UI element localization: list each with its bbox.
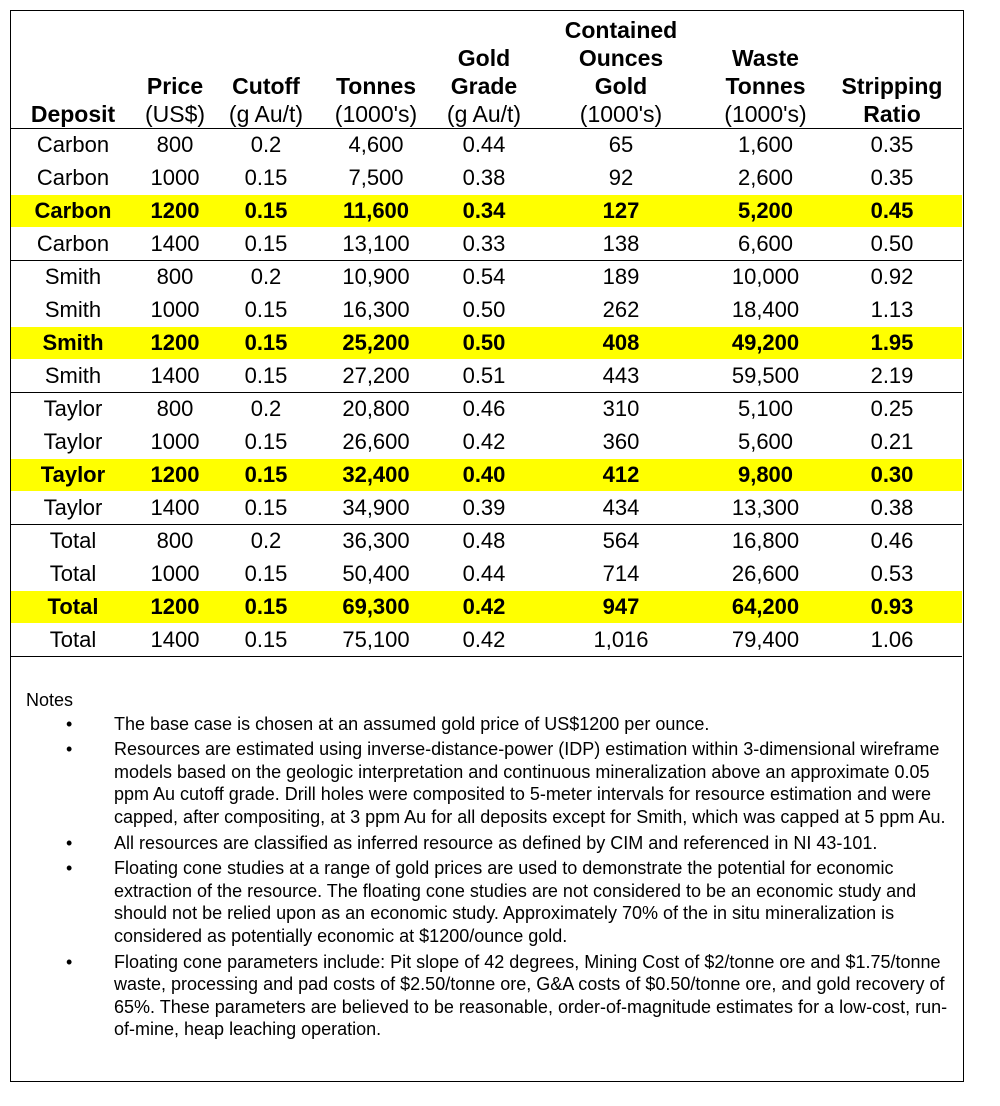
- table-cell-cutoff: 0.2: [250, 132, 282, 158]
- table-cell-gold-grade: 0.51: [435, 359, 533, 392]
- table-cell-cutoff: 0.15: [244, 297, 288, 323]
- table-cell-price: 1000: [150, 429, 200, 455]
- table-cell-contained-ounces-gold: 408: [533, 327, 709, 360]
- column-header-title-line: Tonnes: [335, 73, 417, 99]
- column-header-title-line: Ounces: [578, 45, 664, 71]
- table-cell-gold-grade: 0.42: [435, 591, 533, 624]
- table-row: [11, 393, 962, 426]
- column-header-unit: (g Au/t): [446, 101, 522, 127]
- table-cell-deposit: Taylor: [43, 396, 103, 422]
- table-cell-contained-ounces-gold: 127: [533, 195, 709, 228]
- table-cell-contained-ounces-gold: 138: [533, 227, 709, 260]
- table-cell-contained-ounces-gold: 1,016: [533, 623, 709, 656]
- notes-title: Notes: [26, 690, 74, 710]
- column-header-title-line: Price: [146, 73, 204, 99]
- column-header-unit: (US$): [144, 101, 206, 127]
- note-text: All resources are classified as inferred resource as defined by CIM and referenced in NI 43-101.: [114, 832, 878, 853]
- table-cell-stripping-ratio: 1.95: [822, 327, 962, 360]
- table-cell-price: 1400: [135, 491, 215, 524]
- table-cell-waste-tonnes: 64,200: [709, 591, 822, 624]
- table-cell-cutoff: 0.15: [215, 227, 317, 260]
- column-header-unit: (g Au/t): [228, 101, 304, 127]
- table-cell-price: 1200: [135, 459, 215, 492]
- note-item: [26, 713, 956, 736]
- table-cell-tonnes: 16,300: [342, 297, 410, 323]
- column-header-title-line: Gold: [594, 73, 648, 99]
- note-item: [26, 951, 956, 1041]
- table-row: [11, 162, 962, 195]
- table-cell-stripping-ratio: 0.46: [870, 528, 914, 554]
- table-cell-deposit: Total: [11, 591, 135, 624]
- bullet-icon: •: [66, 713, 73, 734]
- table-cell-contained-ounces-gold: 65: [608, 132, 634, 158]
- table-cell-cutoff: 0.15: [215, 359, 317, 392]
- table-cell-gold-grade: 0.44: [462, 132, 506, 158]
- table-cell-waste-tonnes: 5,600: [737, 429, 794, 455]
- table-cell-deposit: Smith: [44, 264, 102, 290]
- table-cell-waste-tonnes: 5,100: [737, 396, 794, 422]
- column-header-contained-ounces-gold: [533, 11, 709, 129]
- table-row: [11, 491, 962, 524]
- table-cell-deposit: Taylor: [11, 459, 135, 492]
- table-cell-gold-grade: 0.44: [462, 561, 506, 587]
- table-cell-contained-ounces-gold: 189: [602, 264, 640, 290]
- table-cell-deposit: Total: [49, 561, 97, 587]
- column-header-tonnes: [317, 11, 435, 129]
- table-cell-contained-ounces-gold: 714: [602, 561, 640, 587]
- table-cell-contained-ounces-gold: 412: [533, 459, 709, 492]
- column-header-title-line: Contained: [564, 17, 678, 43]
- table-cell-gold-grade: 0.48: [462, 528, 506, 554]
- note-item: [26, 738, 956, 828]
- column-header-cutoff: [215, 11, 317, 129]
- table-row-base-case: [11, 327, 962, 360]
- table-cell-tonnes: 34,900: [317, 491, 435, 524]
- table-cell-tonnes: 10,900: [342, 264, 410, 290]
- table-cell-stripping-ratio: 0.53: [870, 561, 914, 587]
- table-cell-stripping-ratio: 0.93: [822, 591, 962, 624]
- table-row-base-case: [11, 459, 962, 492]
- resource-table-frame: [10, 10, 964, 1082]
- table-cell-stripping-ratio: 0.25: [870, 396, 914, 422]
- column-header-title-line: Ratio: [863, 101, 921, 127]
- table-row-base-case: [11, 591, 962, 624]
- column-header-title-line: Grade: [450, 73, 518, 99]
- column-header-unit: (1000's): [334, 101, 418, 127]
- table-cell-price: 1400: [135, 359, 215, 392]
- table-cell-contained-ounces-gold: 360: [602, 429, 640, 455]
- table-cell-contained-ounces-gold: 262: [602, 297, 640, 323]
- table-row: [11, 426, 962, 459]
- note-text: The base case is chosen at an assumed gold price of US$1200 per ounce.: [114, 713, 710, 734]
- table-cell-cutoff: 0.15: [215, 327, 317, 360]
- table-cell-price: 800: [156, 396, 194, 422]
- table-cell-cutoff: 0.15: [244, 429, 288, 455]
- table-cell-waste-tonnes: 13,300: [709, 491, 822, 524]
- table-cell-gold-grade: 0.39: [435, 491, 533, 524]
- table-cell-cutoff: 0.15: [215, 459, 317, 492]
- table-cell-waste-tonnes: 18,400: [731, 297, 800, 323]
- table-cell-waste-tonnes: 9,800: [709, 459, 822, 492]
- table-cell-tonnes: 36,300: [342, 528, 410, 554]
- table-cell-stripping-ratio: 1.06: [822, 623, 962, 656]
- column-header-title-line: Gold: [457, 45, 511, 71]
- resource-table: [11, 11, 962, 657]
- table-cell-gold-grade: 0.54: [462, 264, 506, 290]
- column-header-waste-tonnes: [709, 11, 822, 129]
- table-cell-cutoff: 0.2: [250, 396, 282, 422]
- table-cell-gold-grade: 0.38: [462, 165, 506, 191]
- table-cell-contained-ounces-gold: 443: [533, 359, 709, 392]
- table-row: [11, 623, 962, 656]
- table-cell-gold-grade: 0.46: [462, 396, 506, 422]
- table-cell-waste-tonnes: 16,800: [731, 528, 800, 554]
- table-cell-gold-grade: 0.42: [435, 623, 533, 656]
- table-cell-cutoff: 0.15: [215, 591, 317, 624]
- table-header-row: [11, 11, 962, 129]
- table-cell-deposit: Carbon: [36, 132, 110, 158]
- table-cell-cutoff: 0.15: [215, 195, 317, 228]
- bullet-icon: •: [66, 832, 73, 853]
- table-cell-waste-tonnes: 1,600: [737, 132, 794, 158]
- column-header-title-line: Waste: [732, 45, 799, 71]
- table-cell-price: 800: [156, 132, 194, 158]
- table-cell-price: 800: [156, 528, 194, 554]
- table-cell-deposit: Carbon: [36, 165, 110, 191]
- table-cell-contained-ounces-gold: 92: [608, 165, 634, 191]
- table-cell-tonnes: 50,400: [342, 561, 410, 587]
- table-cell-deposit: Smith: [44, 297, 102, 323]
- table-cell-price: 1000: [150, 297, 200, 323]
- table-cell-contained-ounces-gold: 564: [602, 528, 640, 554]
- table-cell-contained-ounces-gold: 310: [602, 396, 640, 422]
- table-row: [11, 129, 962, 162]
- table-cell-stripping-ratio: 0.38: [822, 491, 962, 524]
- table-cell-cutoff: 0.2: [250, 264, 282, 290]
- table-cell-waste-tonnes: 26,600: [731, 561, 800, 587]
- table-cell-price: 1000: [150, 561, 200, 587]
- table-cell-tonnes: 25,200: [317, 327, 435, 360]
- notes-list: [26, 713, 956, 1041]
- table-cell-waste-tonnes: 2,600: [737, 165, 794, 191]
- note-item: [26, 857, 956, 947]
- table-cell-gold-grade: 0.34: [435, 195, 533, 228]
- table-cell-gold-grade: 0.40: [435, 459, 533, 492]
- table-cell-contained-ounces-gold: 434: [533, 491, 709, 524]
- column-header-stripping-ratio: [822, 11, 962, 129]
- table-cell-cutoff: 0.15: [215, 491, 317, 524]
- note-text: Resources are estimated using inverse-distance-power (IDP) estimation within 3-dimensional wireframe models based on the geologic interpretation and continuous mineralization above an approximate 0.05 ppm Au cutoff grade. Drill holes were composited to 5-meter intervals for resource estimation and were capped, after compositing, at 3 ppm Au for all deposits except for Smith, which was capped at 5 ppm Au.: [114, 739, 946, 827]
- table-cell-stripping-ratio: 1.13: [870, 297, 914, 323]
- note-item: [26, 832, 956, 855]
- table-row: [11, 294, 962, 327]
- note-text: Floating cone parameters include: Pit slope of 42 degrees, Mining Cost of $2/tonne ore and $1.75/tonne waste, processing and pad costs of $2.50/tonne ore, G&A costs of $0.50/tonne ore, and gold recovery of 65%. These parameters are believed to be reasonable, order-of-magnitude estimates for a low-cost, run-of-mine, heap leaching operation.: [114, 951, 948, 1040]
- table-cell-cutoff: 0.15: [244, 165, 288, 191]
- table-cell-stripping-ratio: 0.35: [870, 132, 914, 158]
- table-cell-tonnes: 7,500: [348, 165, 404, 191]
- table-cell-price: 1200: [135, 327, 215, 360]
- table-cell-deposit: Taylor: [43, 429, 103, 455]
- table-cell-tonnes: 75,100: [317, 623, 435, 656]
- table-cell-stripping-ratio: 2.19: [822, 359, 962, 392]
- table-cell-stripping-ratio: 0.92: [870, 264, 914, 290]
- table-cell-deposit: Carbon: [11, 195, 135, 228]
- column-header-deposit: [11, 11, 135, 129]
- table-cell-gold-grade: 0.42: [462, 429, 506, 455]
- table-cell-tonnes: 4,600: [348, 132, 404, 158]
- column-header-gold-grade: [435, 11, 533, 129]
- column-header-price: [135, 11, 215, 129]
- table-cell-waste-tonnes: 5,200: [709, 195, 822, 228]
- table-row: [11, 525, 962, 558]
- table-cell-tonnes: 26,600: [342, 429, 410, 455]
- table-cell-stripping-ratio: 0.50: [822, 227, 962, 260]
- table-cell-tonnes: 32,400: [317, 459, 435, 492]
- table-cell-tonnes: 69,300: [317, 591, 435, 624]
- table-cell-price: 1400: [135, 227, 215, 260]
- table-cell-waste-tonnes: 59,500: [709, 359, 822, 392]
- table-cell-cutoff: 0.2: [250, 528, 282, 554]
- table-row-base-case: [11, 195, 962, 228]
- table-row: [11, 359, 962, 392]
- table-cell-tonnes: 20,800: [342, 396, 410, 422]
- table-cell-contained-ounces-gold: 947: [533, 591, 709, 624]
- column-header-unit: (1000's): [724, 101, 807, 127]
- bullet-icon: •: [66, 858, 73, 879]
- table-cell-gold-grade: 0.50: [462, 297, 506, 323]
- table-cell-waste-tonnes: 6,600: [709, 227, 822, 260]
- table-row: [11, 558, 962, 591]
- column-header-title-line: Tonnes: [725, 73, 806, 99]
- table-row: [11, 261, 962, 294]
- column-header-title-line: Cutoff: [232, 73, 300, 99]
- table-cell-price: 1200: [135, 591, 215, 624]
- table-body: [11, 129, 962, 657]
- table-cell-cutoff: 0.15: [244, 561, 288, 587]
- table-row: [11, 227, 962, 260]
- table-cell-deposit: Taylor: [11, 491, 135, 524]
- table-cell-deposit: Smith: [11, 359, 135, 392]
- table-cell-deposit: Total: [11, 623, 135, 656]
- notes-section: [26, 689, 956, 1044]
- table-cell-price: 1400: [135, 623, 215, 656]
- table-cell-waste-tonnes: 10,000: [731, 264, 800, 290]
- column-header-title-line: Deposit: [30, 101, 116, 127]
- bullet-icon: •: [66, 951, 73, 972]
- table-cell-tonnes: 11,600: [317, 195, 435, 228]
- column-header-unit: (1000's): [579, 101, 663, 127]
- table-cell-price: 1000: [150, 165, 200, 191]
- table-cell-deposit: Total: [49, 528, 97, 554]
- table-cell-stripping-ratio: 0.30: [822, 459, 962, 492]
- bullet-icon: •: [66, 739, 73, 760]
- table-cell-stripping-ratio: 0.45: [822, 195, 962, 228]
- table-cell-deposit: Smith: [11, 327, 135, 360]
- table-cell-stripping-ratio: 0.35: [870, 165, 914, 191]
- table-cell-price: 1200: [135, 195, 215, 228]
- note-text: Floating cone studies at a range of gold prices are used to demonstrate the potential for economic extraction of the resource. The floating cone studies are not considered to be an economic study and should not be relied upon as an economic study. Approximately 70% of the in situ mineralization is considered as potentially economic at $1200/ounce gold.: [114, 858, 917, 946]
- table-cell-cutoff: 0.15: [215, 623, 317, 656]
- table-cell-waste-tonnes: 49,200: [709, 327, 822, 360]
- table-cell-waste-tonnes: 79,400: [709, 623, 822, 656]
- table-cell-deposit: Carbon: [11, 227, 135, 260]
- table-cell-tonnes: 27,200: [317, 359, 435, 392]
- table-cell-gold-grade: 0.33: [435, 227, 533, 260]
- table-cell-gold-grade: 0.50: [435, 327, 533, 360]
- table-cell-stripping-ratio: 0.21: [870, 429, 914, 455]
- table-cell-price: 800: [156, 264, 194, 290]
- table-cell-tonnes: 13,100: [317, 227, 435, 260]
- column-header-title-line: Stripping: [841, 73, 943, 99]
